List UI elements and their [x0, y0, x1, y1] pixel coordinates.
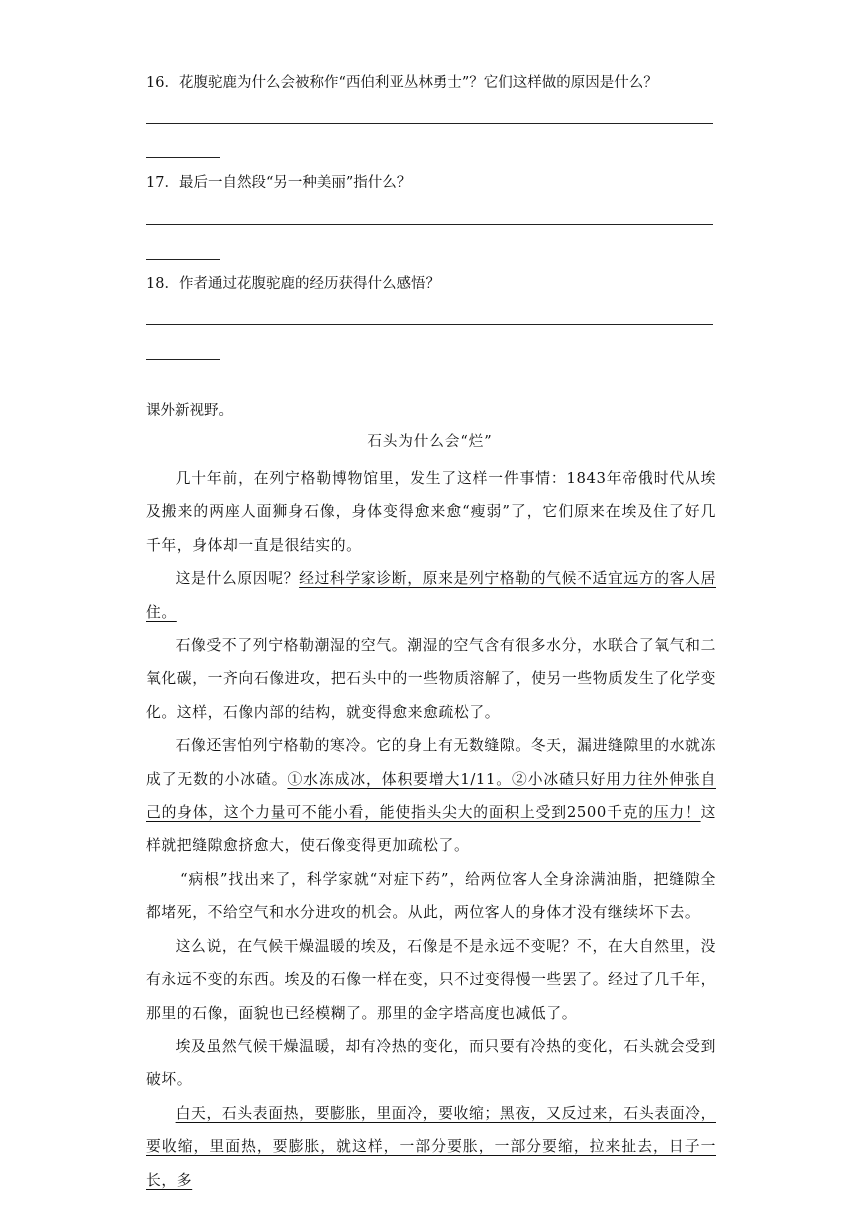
question-16: 16．花腹驼鹿为什么会被称作“西伯利亚丛林勇士”？它们这样做的原因是什么？	[146, 75, 658, 91]
paragraph-7: 埃及虽然气候干燥温暖，却有冷热的变化，而只要有冷热的变化，石头就会受到破坏。	[146, 1037, 716, 1089]
paragraph-4-text-a: 石像还害怕列宁格勒的寒冷。它的身上有无数缝隙。冬天，漏进缝隙里的水就冻成了无数的小冰碴。	[146, 737, 716, 788]
paragraph-8	[146, 1097, 716, 1197]
paragraph-8-underlined: 白天，石头表面热，要膨胀，里面冷，要收缩；黑夜，又反过来，石头表面冷，要收缩，里面热，要膨胀，就这样，一部分要胀，一部分要缩，拉来扯去，日子一长，多	[146, 1104, 716, 1189]
answer-line-18[interactable]	[146, 324, 713, 325]
article-body	[146, 462, 716, 1197]
answer-line-16-short[interactable]	[146, 157, 220, 158]
question-18: 18．作者通过花腹驼鹿的经历获得什么感悟？	[146, 276, 440, 292]
answer-line-18-short[interactable]	[146, 359, 220, 360]
question-17: 17．最后一自然段“另一种美丽”指什么？	[146, 175, 412, 191]
paragraph-6: 这么说，在气候干燥温暖的埃及，石像是不是永远不变呢？不，在大自然里，没有永远不变的东西。埃及的石像一样在变，只不过变得慢一些罢了。经过了几千年，那里的石像，面貌也已经模糊了。那里的金字塔高度也减低了。	[146, 937, 716, 1022]
paragraph-4-underlined: ①水冻成冰，体积要增大1/11。②小冰碴只好用力往外伸张自己的身体，这个力量可不能小看，能使指头尖大的面积上受到2500千克的压力！	[146, 770, 716, 822]
answer-line-16[interactable]	[146, 123, 713, 124]
section-label: 课外新视野。	[146, 403, 233, 419]
paragraph-4	[146, 729, 716, 863]
answer-line-17-short[interactable]	[146, 259, 220, 260]
paragraph-1: 几十年前，在列宁格勒博物馆里，发生了这样一件事情：1843年帝俄时代从埃及搬来的两座人面狮身石像，身体变得愈来愈“瘦弱”了，它们原来在埃及住了好几千年，身体却一直是很结实的。	[146, 470, 716, 554]
answer-line-17[interactable]	[146, 224, 713, 225]
paragraph-3: 石像受不了列宁格勒潮湿的空气。潮湿的空气含有很多水分，水联合了氧气和二氧化碳，一齐向石像进攻，把石头中的一些物质溶解了，使另一些物质发生了化学变化。这样，石像内部的结构，就变得愈来愈疏松了。	[146, 637, 716, 721]
paragraph-5: “病根”找出来了，科学家就“对症下药”，给两位客人全身涂满油脂，把缝隙全都堵死，不给空气和水分进攻的机会。从此，两位客人的身体才没有继续坏下去。	[146, 870, 716, 922]
paragraph-4-text-b: 这样就把缝隙愈挤愈大，使石像变得更加疏松了。	[146, 804, 716, 855]
paragraph-2-underlined: 经过科学家诊断，原来是列宁格勒的气候不适宜远方的客人居住。	[146, 570, 716, 621]
paragraph-2-text: 这是什么原因呢？	[175, 570, 300, 588]
paragraph-2	[146, 562, 716, 629]
article-title: 石头为什么会“烂”	[367, 434, 493, 450]
